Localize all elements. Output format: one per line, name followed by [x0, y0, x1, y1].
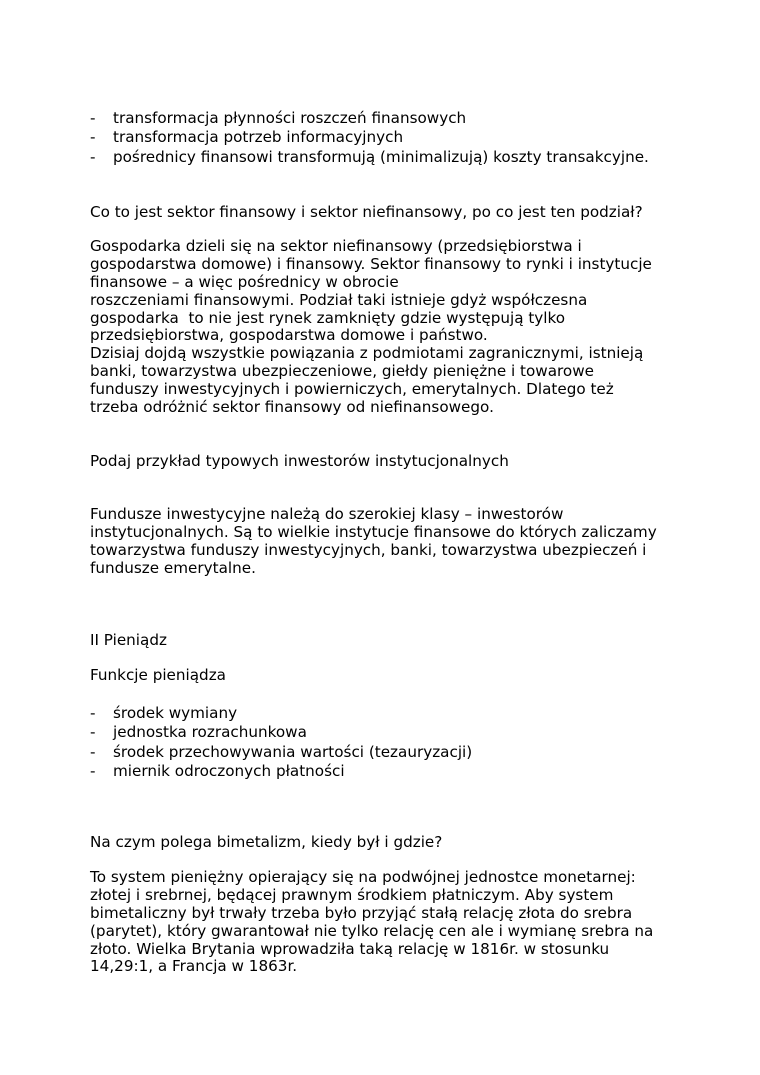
paragraph-line: Fundusze inwestycyjne należą do szerokiej klasy – inwestorów [90, 505, 564, 523]
section-heading: II Pieniądz [90, 631, 167, 649]
answer-institutional-investors [90, 506, 657, 578]
answer-bimetalism [90, 869, 653, 976]
paragraph-line: Dzisiaj dojdą wszystkie powiązania z podmiotami zagranicznymi, istnieją [90, 344, 644, 363]
paragraph-line: fundusze emerytalne. [90, 558, 256, 577]
question-financial-sector: Co to jest sektor finansowy i sektor niefinansowy, po co jest ten podział? [90, 203, 643, 221]
list-item-text: miernik odroczonych płatności [113, 761, 345, 780]
paragraph-line: towarzystwa funduszy inwestycyjnych, banki, towarzystwa ubezpieczeń i [90, 540, 647, 559]
list-item-text: transformacja płynności roszczeń finansowych [113, 109, 467, 127]
paragraph-line: gospodarstwa domowe) i finansowy. Sektor finansowy to rynki i instytucje [90, 254, 652, 273]
subheading-money-functions: Funkcje pieniądza [90, 666, 226, 684]
paragraph-line: roszczeniami finansowymi. Podział taki istnieje gdyż współczesna [90, 290, 588, 309]
paragraph-line: To system pieniężny opierający się na podwójnej jednostce monetarnej: [90, 868, 636, 886]
paragraph-line: trzeba odróżnić sektor finansowy od niefinansowego. [90, 398, 494, 417]
dash-marker: - [90, 761, 96, 780]
paragraph-line: (parytet), który gwarantował nie tylko relację cen ale i wymianę srebra na [90, 921, 654, 940]
list-item-text: środek przechowywania wartości (tezauryzacji) [113, 742, 473, 761]
paragraph-line: przedsiębiorstwa, gospodarstwa domowe i państwo. [90, 326, 488, 345]
dash-marker: - [90, 704, 96, 722]
dash-marker: - [90, 128, 96, 147]
paragraph-line: gospodarka to nie jest rynek zamknięty gdzie występują tylko [90, 308, 566, 327]
question-bimetalism: Na czym polega bimetalizm, kiedy był i gdzie? [90, 833, 443, 851]
paragraph-line: złoto. Wielka Brytania wprowadziła taką relację w 1816r. w stosunku [90, 939, 610, 958]
paragraph-line: finansowe – a więc pośrednicy w obrocie [90, 272, 399, 291]
paragraph-line: banki, towarzystwa ubezpieczeniowe, giełdy pieniężne i towarowe [90, 362, 594, 381]
dash-marker: - [90, 723, 96, 742]
paragraph-line: 14,29:1, a Francja w 1863r. [90, 957, 298, 976]
answer-financial-sector [90, 238, 652, 417]
list-item-text: środek wymiany [113, 704, 238, 722]
paragraph-line: Gospodarka dzieli się na sektor niefinansowy (przedsiębiorstwa i [90, 237, 582, 255]
dash-marker: - [90, 109, 96, 127]
paragraph-line: instytucjonalnych. Są to wielkie instytucje finansowe do których zaliczamy [90, 522, 657, 541]
list-item-text: jednostka rozrachunkowa [113, 723, 307, 742]
dash-marker: - [90, 742, 96, 761]
list-item-text: transformacja potrzeb informacyjnych [113, 128, 404, 147]
paragraph-line: złotej i srebrnej, będącej prawnym środkiem płatniczym. Aby system [90, 885, 614, 904]
dash-marker: - [90, 147, 96, 166]
paragraph-line: funduszy inwestycyjnych i powierniczych, emerytalnych. Dlatego też [90, 380, 614, 399]
paragraph-line: bimetaliczny był trwały trzeba było przyjąć stałą relację złota do srebra [90, 903, 633, 922]
list-item-text: pośrednicy finansowi transformują (minimalizują) koszty transakcyjne. [113, 147, 649, 166]
question-institutional-investors: Podaj przykład typowych inwestorów instytucjonalnych [90, 452, 509, 470]
